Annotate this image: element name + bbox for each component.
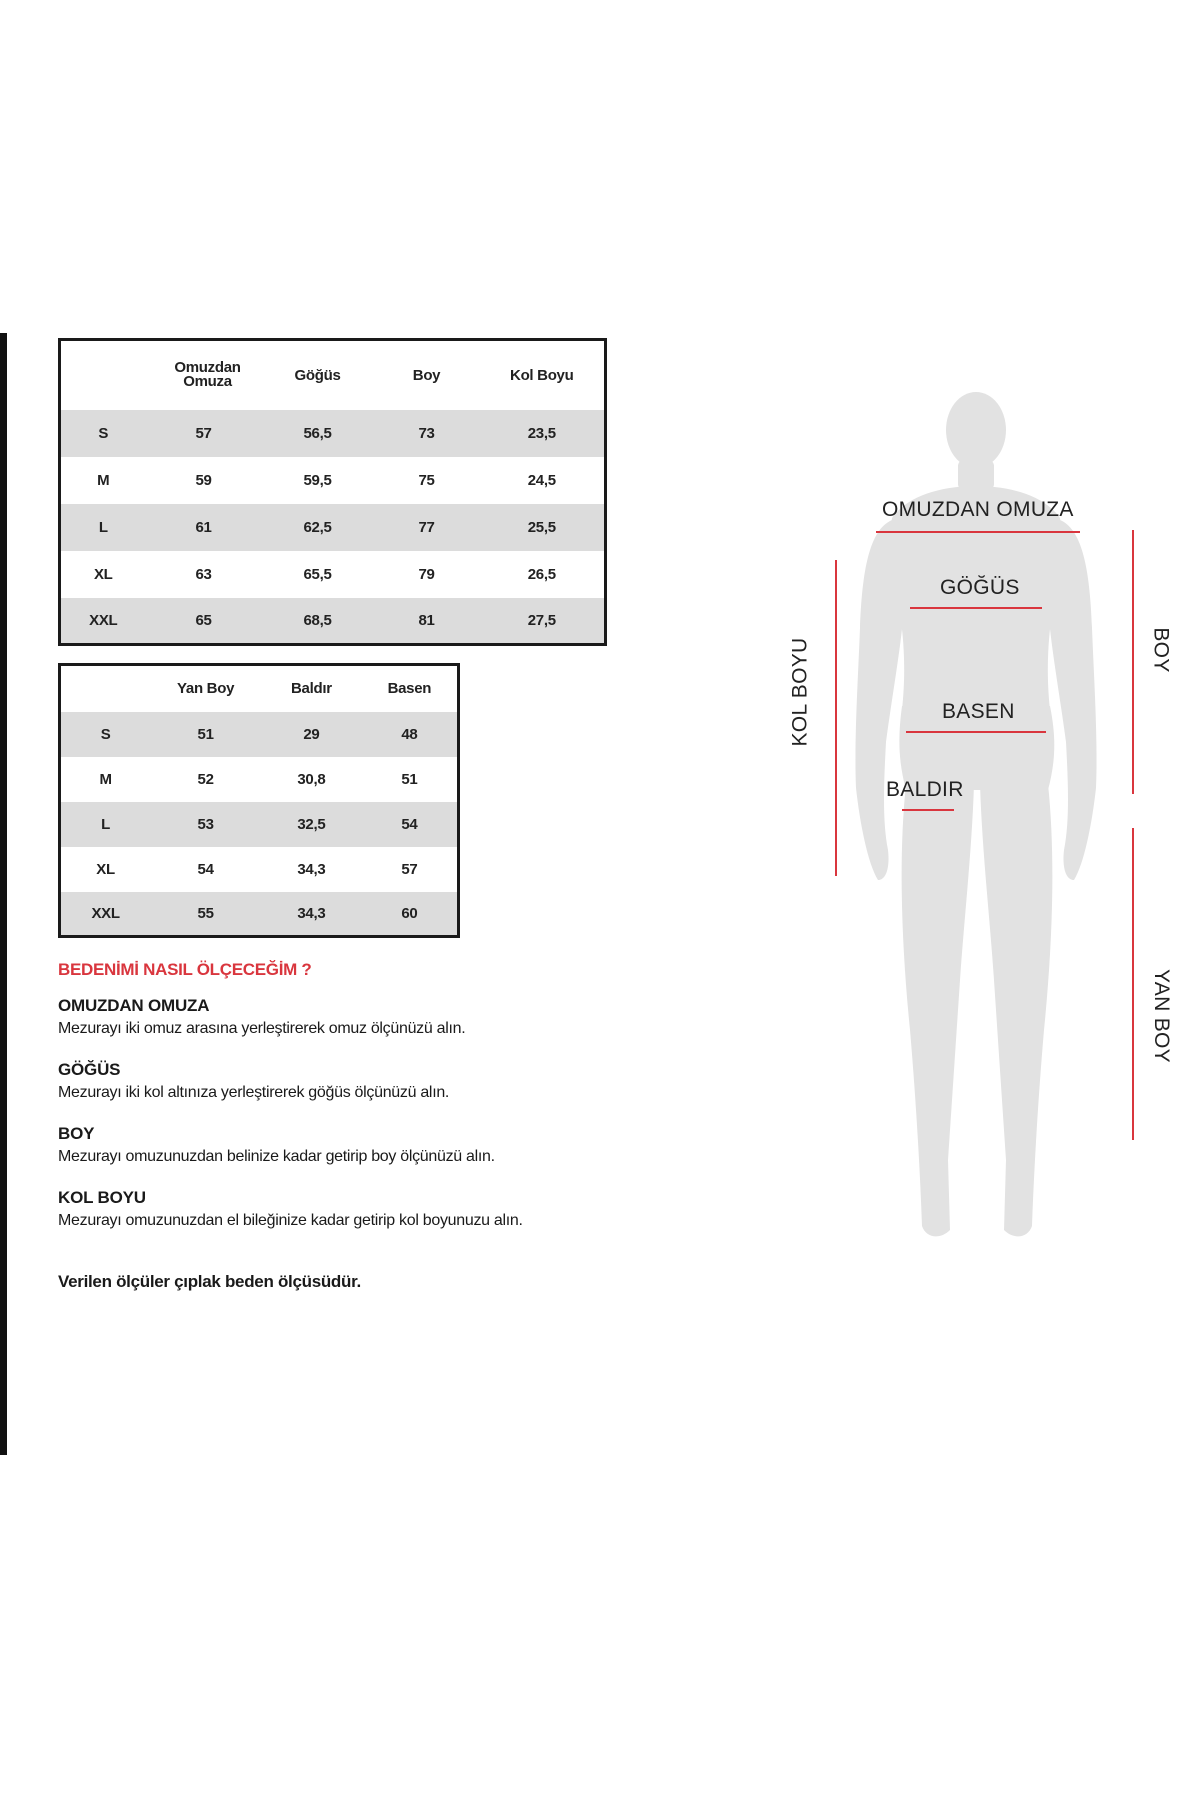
basen-cell: 48 bbox=[362, 712, 459, 757]
table-row bbox=[60, 504, 606, 551]
table-row bbox=[60, 847, 459, 892]
label-yan-boy: YAN BOY bbox=[1149, 969, 1173, 1063]
table-row bbox=[60, 712, 459, 757]
baldir-cell: 32,5 bbox=[261, 802, 362, 847]
guide-heading: KOL BOYU bbox=[58, 1188, 146, 1207]
yan-boy-cell: 54 bbox=[197, 860, 214, 878]
header-yan-boy: Yan Boy bbox=[177, 680, 235, 698]
baldir-cell: 34,3 bbox=[297, 860, 326, 878]
kol-boyu-cell: 26,5 bbox=[527, 565, 556, 583]
boy-cell: 81 bbox=[374, 598, 480, 645]
boy-cell: 75 bbox=[418, 471, 435, 489]
header-size bbox=[60, 665, 151, 712]
guide-title: BEDENİMİ NASIL ÖLÇECEĞİM ? bbox=[58, 960, 312, 979]
gogus-cell: 59,5 bbox=[303, 471, 332, 489]
label-boy: BOY bbox=[1149, 627, 1173, 673]
boy-cell: 77 bbox=[374, 504, 480, 551]
table-row bbox=[60, 457, 606, 504]
baldir-cell: 34,3 bbox=[261, 892, 362, 937]
table-header-row bbox=[60, 665, 459, 712]
table-row bbox=[60, 598, 606, 645]
table-row bbox=[60, 551, 606, 598]
table-row bbox=[60, 410, 606, 457]
size-cell: XXL bbox=[60, 598, 146, 645]
header-omuzdan-omuza-label: Omuzdan Omuza bbox=[174, 359, 241, 391]
header-size bbox=[60, 340, 146, 410]
label-omuzdan-omuza: OMUZDAN OMUZA bbox=[882, 498, 1074, 521]
table-row bbox=[60, 757, 459, 802]
omuz-cell: 65 bbox=[146, 598, 262, 645]
guide-text: Mezurayı omuzunuzdan el bileğinize kadar getirip kol boyunuzu alın. bbox=[58, 1212, 523, 1229]
yan-boy-cell: 53 bbox=[150, 802, 261, 847]
size-cell: L bbox=[60, 802, 151, 847]
kol-boyu-cell: 23,5 bbox=[480, 410, 606, 457]
kol-boyu-cell: 24,5 bbox=[527, 471, 556, 489]
yan-boy-cell: 55 bbox=[150, 892, 261, 937]
label-kol-boyu: KOL BOYU bbox=[788, 637, 812, 747]
omuz-cell: 63 bbox=[195, 565, 212, 583]
boy-cell: 73 bbox=[374, 410, 480, 457]
yan-boy-cell: 52 bbox=[197, 770, 214, 788]
gogus-cell: 65,5 bbox=[303, 565, 332, 583]
guide-heading: GÖĞÜS bbox=[58, 1060, 121, 1079]
gogus-cell: 62,5 bbox=[262, 504, 374, 551]
body-measurement-figure bbox=[760, 380, 1200, 1240]
table-header-row bbox=[60, 340, 606, 410]
size-cell: XL bbox=[96, 860, 115, 878]
size-table-lower bbox=[58, 663, 460, 938]
gogus-cell: 56,5 bbox=[262, 410, 374, 457]
header-gogus: Göğüs bbox=[294, 366, 341, 384]
label-gogus: GÖĞÜS bbox=[940, 576, 1020, 599]
measuring-guide bbox=[58, 960, 678, 1309]
omuz-cell: 57 bbox=[146, 410, 262, 457]
size-cell: M bbox=[99, 770, 112, 788]
guide-text: Mezurayı iki kol altınıza yerleştirerek göğüs ölçünüzü alın. bbox=[58, 1084, 450, 1101]
guide-heading: BOY bbox=[58, 1124, 95, 1143]
kol-boyu-cell: 25,5 bbox=[480, 504, 606, 551]
header-kol-boyu: Kol Boyu bbox=[510, 366, 574, 384]
guide-item bbox=[58, 1124, 678, 1166]
size-cell: S bbox=[60, 410, 146, 457]
omuz-cell: 61 bbox=[146, 504, 262, 551]
size-cell: XXL bbox=[60, 892, 151, 937]
guide-item bbox=[58, 1060, 678, 1102]
table-row bbox=[60, 892, 459, 937]
guide-heading: OMUZDAN OMUZA bbox=[58, 996, 210, 1015]
basen-cell: 60 bbox=[362, 892, 459, 937]
basen-cell: 54 bbox=[362, 802, 459, 847]
guide-text: Mezurayı iki omuz arasına yerleştirerek omuz ölçünüzü alın. bbox=[58, 1020, 466, 1037]
basen-cell: 57 bbox=[401, 860, 418, 878]
table-row bbox=[60, 802, 459, 847]
header-basen: Basen bbox=[387, 680, 432, 698]
header-omuzdan-omuza bbox=[146, 340, 262, 410]
size-cell: M bbox=[97, 471, 110, 489]
yan-boy-cell: 51 bbox=[150, 712, 261, 757]
boy-cell: 79 bbox=[418, 565, 435, 583]
size-table-upper bbox=[58, 338, 607, 646]
size-cell: XL bbox=[93, 565, 113, 583]
size-cell: L bbox=[60, 504, 146, 551]
header-boy: Boy bbox=[412, 366, 441, 384]
omuz-cell: 59 bbox=[195, 471, 212, 489]
basen-cell: 51 bbox=[401, 770, 418, 788]
size-cell: S bbox=[60, 712, 151, 757]
guide-item bbox=[58, 996, 678, 1038]
baldir-cell: 30,8 bbox=[297, 770, 326, 788]
guide-text: Mezurayı omuzunuzdan belinize kadar getirip boy ölçünüzü alın. bbox=[58, 1148, 495, 1165]
gogus-cell: 68,5 bbox=[262, 598, 374, 645]
kol-boyu-cell: 27,5 bbox=[480, 598, 606, 645]
left-edge-bar bbox=[0, 333, 7, 1455]
baldir-cell: 29 bbox=[261, 712, 362, 757]
label-baldir: BALDIR bbox=[886, 778, 964, 801]
label-basen: BASEN bbox=[942, 700, 1015, 723]
guide-item bbox=[58, 1188, 678, 1230]
header-baldir: Baldır bbox=[291, 680, 332, 698]
guide-note: Verilen ölçüler çıplak beden ölçüsüdür. bbox=[58, 1272, 361, 1291]
